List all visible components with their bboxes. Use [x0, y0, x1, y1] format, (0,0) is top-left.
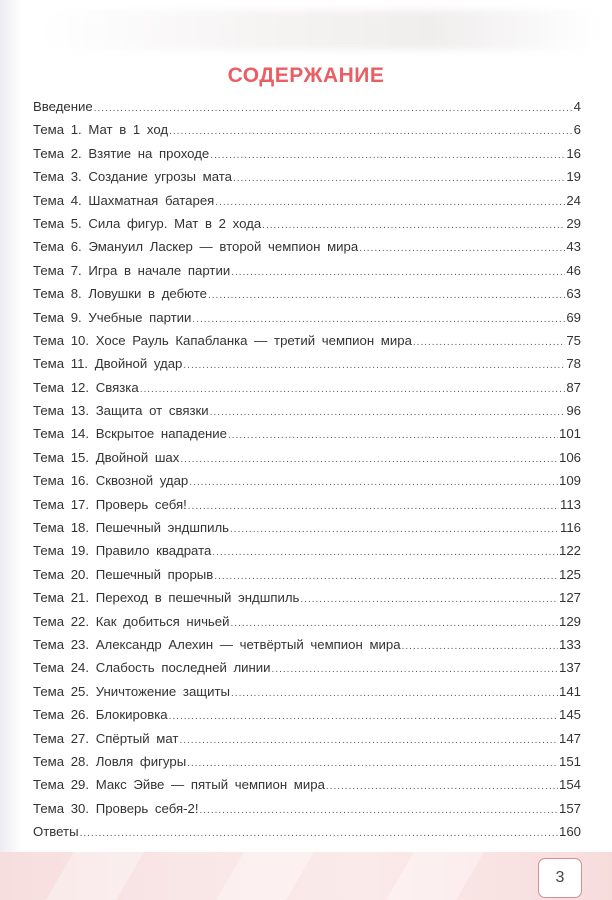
toc-entry-page: 106	[558, 449, 581, 465]
dot-leader	[231, 267, 565, 278]
toc-entry-label: Тема 17. Проверь себя!	[33, 496, 187, 512]
dot-leader	[208, 290, 565, 301]
dot-leader	[272, 664, 558, 675]
table-of-contents	[33, 99, 581, 848]
toc-entry-page: 16	[566, 145, 581, 161]
toc-entry-page: 46	[566, 262, 581, 278]
toc-entry[interactable]	[33, 590, 581, 613]
toc-entry-page: 24	[566, 192, 581, 208]
dot-leader	[212, 547, 558, 558]
toc-entry[interactable]	[33, 824, 581, 847]
dot-leader	[231, 688, 558, 699]
toc-entry-label: Введение	[33, 99, 93, 114]
toc-entry-label: Тема 12. Связка	[33, 379, 139, 395]
toc-entry[interactable]	[33, 801, 581, 824]
toc-entry[interactable]	[33, 403, 581, 426]
toc-entry-label: Тема 29. Макс Эйве — пятый чемпион мира	[33, 777, 325, 793]
toc-entry[interactable]	[33, 567, 581, 590]
toc-entry-label: Тема 4. Шахматная батарея	[33, 192, 215, 208]
toc-entry-page: 6	[573, 122, 581, 138]
toc-entry-label: Тема 11. Двойной удар	[33, 356, 183, 372]
toc-entry-page: 75	[566, 332, 581, 348]
toc-entry[interactable]	[33, 380, 581, 403]
toc-entry-page: 154	[558, 777, 581, 793]
toc-entry[interactable]	[33, 754, 581, 777]
toc-entry-page: 125	[558, 566, 581, 582]
toc-entry-label: Тема 8. Ловушки в дебюте	[33, 286, 207, 302]
toc-entry-page: 96	[566, 403, 581, 419]
dot-leader	[188, 501, 559, 512]
dot-leader	[183, 360, 565, 371]
dot-leader	[231, 618, 558, 629]
dot-leader	[413, 337, 565, 348]
dot-leader	[140, 384, 566, 395]
toc-entry-page: 109	[558, 473, 581, 489]
dot-leader	[233, 173, 565, 184]
toc-entry-label: Ответы	[33, 824, 79, 840]
toc-entry-page: 127	[558, 590, 581, 606]
toc-entry-page: 151	[558, 753, 581, 769]
toc-entry-label: Тема 22. Как добиться ничьей	[33, 613, 230, 629]
toc-entry-page: 122	[558, 543, 581, 559]
toc-entry[interactable]	[33, 193, 581, 216]
page-title: СОДЕРЖАНИЕ	[227, 64, 385, 87]
toc-entry-page: 113	[559, 496, 581, 512]
toc-entry[interactable]	[33, 239, 581, 262]
toc-entry[interactable]	[33, 216, 581, 239]
dot-leader	[80, 828, 558, 839]
toc-entry[interactable]	[33, 614, 581, 637]
toc-entry-label: Тема 30. Проверь себя-2!	[33, 800, 199, 816]
dot-leader	[214, 571, 558, 582]
toc-entry[interactable]	[33, 122, 581, 145]
toc-entry-label: Тема 1. Мат в 1 ход	[33, 122, 169, 138]
toc-entry-page: 137	[558, 660, 581, 676]
toc-entry[interactable]	[33, 543, 581, 566]
dot-leader	[200, 805, 558, 816]
dot-leader	[210, 407, 566, 418]
toc-entry-page: 141	[558, 683, 581, 699]
toc-entry-page: 78	[566, 356, 581, 372]
toc-entry-label: Тема 24. Слабость последней линии	[33, 660, 271, 676]
toc-entry[interactable]	[33, 263, 581, 286]
toc-entry-page: 101	[558, 426, 581, 442]
toc-entry[interactable]	[33, 99, 581, 122]
page-number: 3	[538, 858, 582, 898]
bleed-through-header	[40, 10, 600, 50]
dot-leader	[262, 220, 565, 231]
toc-entry-page: 129	[558, 613, 581, 629]
toc-entry[interactable]	[33, 333, 581, 356]
toc-entry-page: 160	[558, 824, 581, 840]
dot-leader	[359, 243, 565, 254]
toc-entry[interactable]	[33, 660, 581, 683]
dot-leader	[189, 477, 558, 488]
dot-leader	[402, 641, 558, 652]
toc-entry[interactable]	[33, 169, 581, 192]
toc-entry-page: 116	[559, 520, 581, 536]
dot-leader	[169, 126, 573, 137]
page-gutter-shadow	[0, 0, 22, 900]
toc-entry-page: 133	[558, 636, 581, 652]
toc-entry-label: Тема 25. Уничтожение защиты	[33, 683, 231, 699]
toc-entry[interactable]	[33, 450, 581, 473]
toc-entry[interactable]	[33, 146, 581, 169]
toc-entry-label: Тема 3. Создание угрозы мата	[33, 169, 232, 185]
toc-entry[interactable]	[33, 426, 581, 449]
toc-entry-label: Тема 13. Защита от связки	[33, 403, 209, 419]
dot-leader	[230, 524, 559, 535]
dot-leader	[94, 103, 573, 114]
toc-entry[interactable]	[33, 520, 581, 543]
dot-leader	[187, 758, 558, 769]
toc-entry[interactable]	[33, 684, 581, 707]
toc-entry-label: Тема 26. Блокировка	[33, 707, 168, 723]
toc-entry-label: Тема 15. Двойной шах	[33, 449, 180, 465]
toc-entry-label: Тема 6. Эмануил Ласкер — второй чемпион мира	[33, 239, 359, 255]
toc-entry[interactable]	[33, 497, 581, 520]
toc-entry[interactable]	[33, 310, 581, 333]
toc-entry-label: Тема 14. Вскрытое нападение	[33, 426, 228, 442]
toc-entry-label: Тема 20. Пешечный прорыв	[33, 566, 214, 582]
toc-entry-label: Тема 7. Игра в начале партии	[33, 262, 231, 278]
toc-entry[interactable]	[33, 731, 581, 754]
toc-entry-page: 63	[566, 286, 581, 302]
toc-entry-label: Тема 16. Сквозной удар	[33, 473, 189, 489]
toc-entry[interactable]	[33, 707, 581, 730]
toc-entry-page: 69	[566, 309, 581, 325]
toc-entry[interactable]	[33, 286, 581, 309]
dot-leader	[326, 781, 558, 792]
toc-entry-label: Тема 18. Пешечный эндшпиль	[33, 520, 230, 536]
toc-entry-page: 4	[573, 99, 581, 114]
dot-leader	[192, 314, 565, 325]
footer-band	[0, 852, 612, 900]
toc-entry-page: 87	[566, 379, 581, 395]
dot-leader	[300, 594, 558, 605]
dot-leader	[228, 430, 558, 441]
toc-entry-label: Тема 5. Сила фигур. Мат в 2 хода	[33, 215, 262, 231]
dot-leader	[169, 711, 558, 722]
toc-entry-label: Тема 10. Хосе Рауль Капабланка — третий чемпион мира	[33, 332, 412, 348]
toc-entry-page: 43	[566, 239, 581, 255]
dot-leader	[215, 197, 565, 208]
toc-entry[interactable]	[33, 356, 581, 379]
dot-leader	[179, 735, 558, 746]
toc-entry-page: 29	[566, 215, 581, 231]
toc-entry-label: Тема 9. Учебные партии	[33, 309, 192, 325]
toc-entry[interactable]	[33, 637, 581, 660]
toc-entry[interactable]	[33, 777, 581, 800]
toc-entry-label: Тема 21. Переход в пешечный эндшпиль	[33, 590, 300, 606]
toc-entry-label: Тема 23. Александр Алехин — четвёртый чемпион мира	[33, 636, 401, 652]
toc-entry-page: 19	[566, 169, 581, 185]
dot-leader	[210, 150, 565, 161]
dot-leader	[180, 454, 558, 465]
toc-entry-page: 147	[558, 730, 581, 746]
toc-entry-page: 145	[558, 707, 581, 723]
toc-entry-page: 157	[558, 800, 581, 816]
toc-entry-label: Тема 19. Правило квадрата	[33, 543, 212, 559]
toc-entry[interactable]	[33, 473, 581, 496]
toc-entry-label: Тема 27. Спёртый мат	[33, 730, 179, 746]
toc-entry-label: Тема 28. Ловля фигуры	[33, 753, 187, 769]
toc-entry-label: Тема 2. Взятие на проходе	[33, 145, 210, 161]
